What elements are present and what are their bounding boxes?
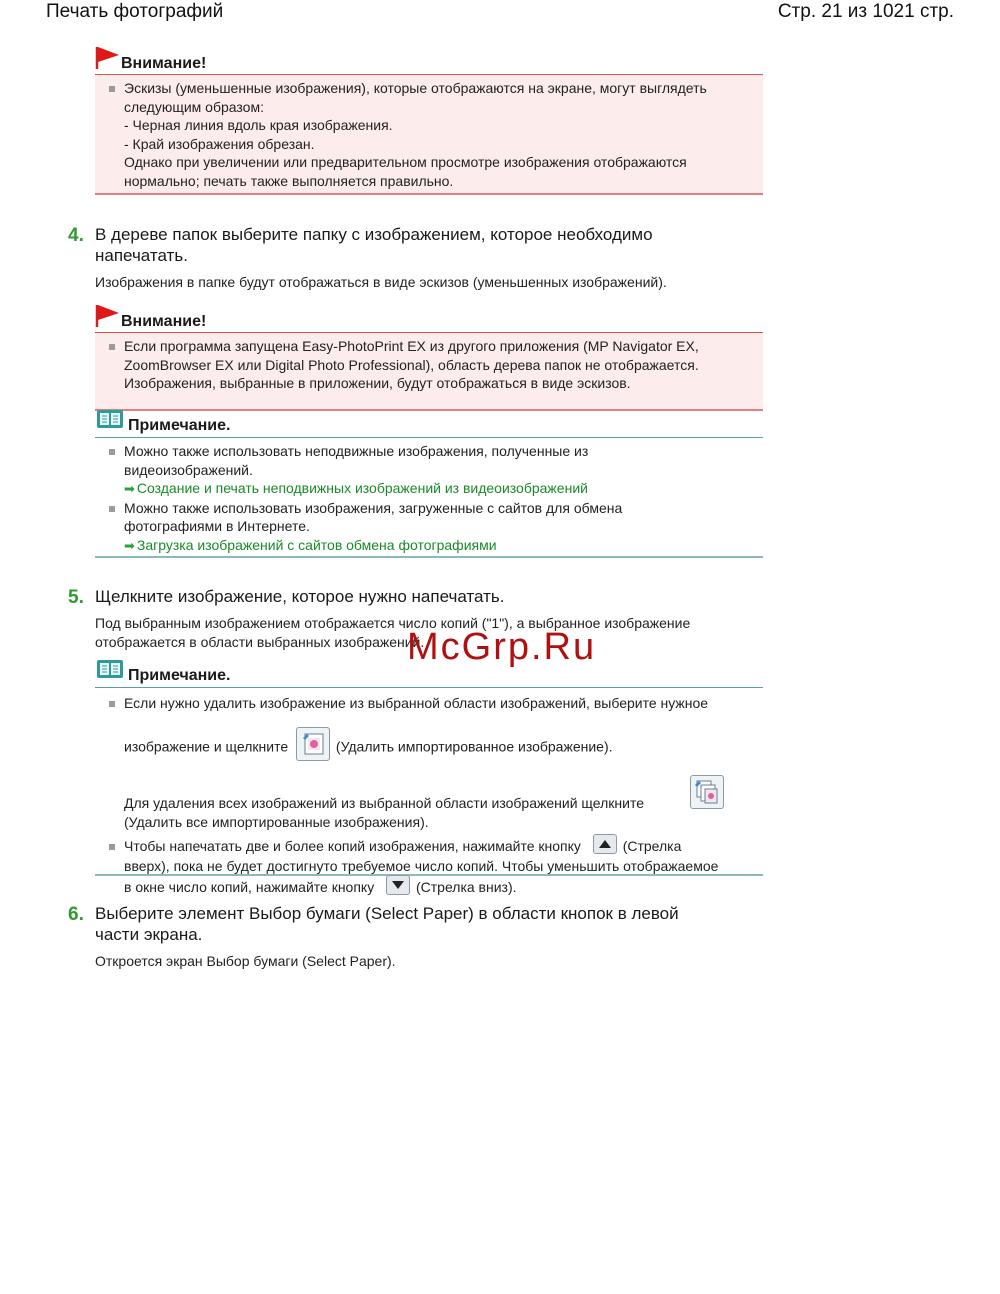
attention-title: Внимание! (121, 313, 207, 330)
step-heading: В дереве папок выберите папку с изображением, которое необходимо напечатать. (95, 225, 653, 265)
note-book-icon (96, 409, 124, 429)
list-item: Если нужно удалить изображение из выбранной области изображений, выберите нужное (124, 694, 754, 713)
note-box-1 (95, 412, 763, 558)
watermark: McGrp.Ru (407, 626, 597, 668)
step-number: 6. (68, 904, 84, 925)
arrow-down-icon (387, 876, 409, 894)
step-heading: Выберите элемент Выбор бумаги (Select Paper) в области кнопок в левой части экрана. (95, 904, 679, 944)
attention-box-1 (95, 52, 763, 195)
page-header-title: Печать фотографий (46, 1, 224, 22)
note-title: Примечание. (128, 417, 231, 434)
arrow-up-button[interactable] (593, 834, 617, 854)
list-item: Если программа запущена Easy-PhotoPrint EX из другого приложения (MP Navigator EX, ZoomBrowser EX или Digital Photo Professional), область дерева папок не отображается. Изображения, выбранные в приложении, будут отображаться в виде эскизов. (124, 337, 753, 393)
note-book-icon (96, 659, 124, 679)
arrow-right-icon: ➡ (124, 481, 135, 496)
attention-title: Внимание! (121, 55, 207, 72)
step-6-description: Откроется экран Выбор бумаги (Select Paper). (95, 953, 396, 969)
step-4-description: Изображения в папке будут отображаться в виде эскизов (уменьшенных изображений). (95, 274, 667, 290)
link-photo-sharing[interactable]: ➡ Загрузка изображений с сайтов обмена фотографиями (124, 536, 497, 553)
attention-box-2 (95, 310, 763, 411)
list-item: Можно также использовать изображения, загруженные с сайтов для обмена фотографиями в Интернете. (124, 499, 753, 536)
list-item: Эскизы (уменьшенные изображения), которые отображаются на экране, могут выглядеть следующим образом: - Черная линия вдоль края изображения. - Край изображения обрезан. Однако при увеличении или предварительном просмотре изображения отображаются нормально; печать также выполняется правильно. (124, 79, 753, 190)
delete-all-imported-images-icon (691, 776, 723, 808)
list-item: Можно также использовать неподвижные изображения, полученные из видеоизображений. (124, 442, 753, 479)
step-number: 4. (68, 225, 84, 246)
note-title: Примечание. (128, 667, 231, 684)
step-number: 5. (68, 587, 84, 608)
delete-imported-image-icon (297, 728, 329, 760)
list-item: Чтобы напечатать две и более копий изображения, нажимайте кнопку (Стрелка вверх), пока не будет достигнуто требуемое число копий. Чтобы уменьшить отображаемое в окне число копий, нажимайте кнопку (Стрелка вниз). (124, 837, 764, 898)
arrow-down-button[interactable] (386, 875, 410, 895)
attention-flag-icon (95, 46, 121, 70)
arrow-up-icon (594, 835, 616, 853)
step-heading: Щелкните изображение, которое нужно напечатать. (95, 587, 505, 606)
note-box-2: Примечание. Если нужно удалить изображение из выбранной области изображений, выберите нужное изображение и щелкните (Удалить импортированное изображение). Для удаления всех изображений из выбранной области изображений щелкните (Удалить все импортированные изображения). Чтобы напечатать две и более копий изображения, нажимайте кнопку (Стрелка вверх), пока не будет достигнуто требуемое число копий. Чтобы уменьшить отображаемое в окне число копий, нажимайте кнопку (Стрелка вниз). (95, 662, 763, 876)
delete-imported-image-button[interactable] (296, 727, 330, 761)
arrow-right-icon: ➡ (124, 537, 135, 553)
attention-flag-icon (95, 304, 121, 328)
link-video-stills[interactable]: ➡ Создание и печать неподвижных изображений из видеоизображений (124, 480, 588, 496)
step-5-description: Под выбранным изображением отображается число копий ("1"), а выбранное изображение отображается в области выбранных изображений. (95, 615, 691, 650)
page-number: Стр. 21 из 1021 стр. (777, 1, 954, 22)
delete-all-imported-images-button[interactable] (690, 775, 724, 809)
